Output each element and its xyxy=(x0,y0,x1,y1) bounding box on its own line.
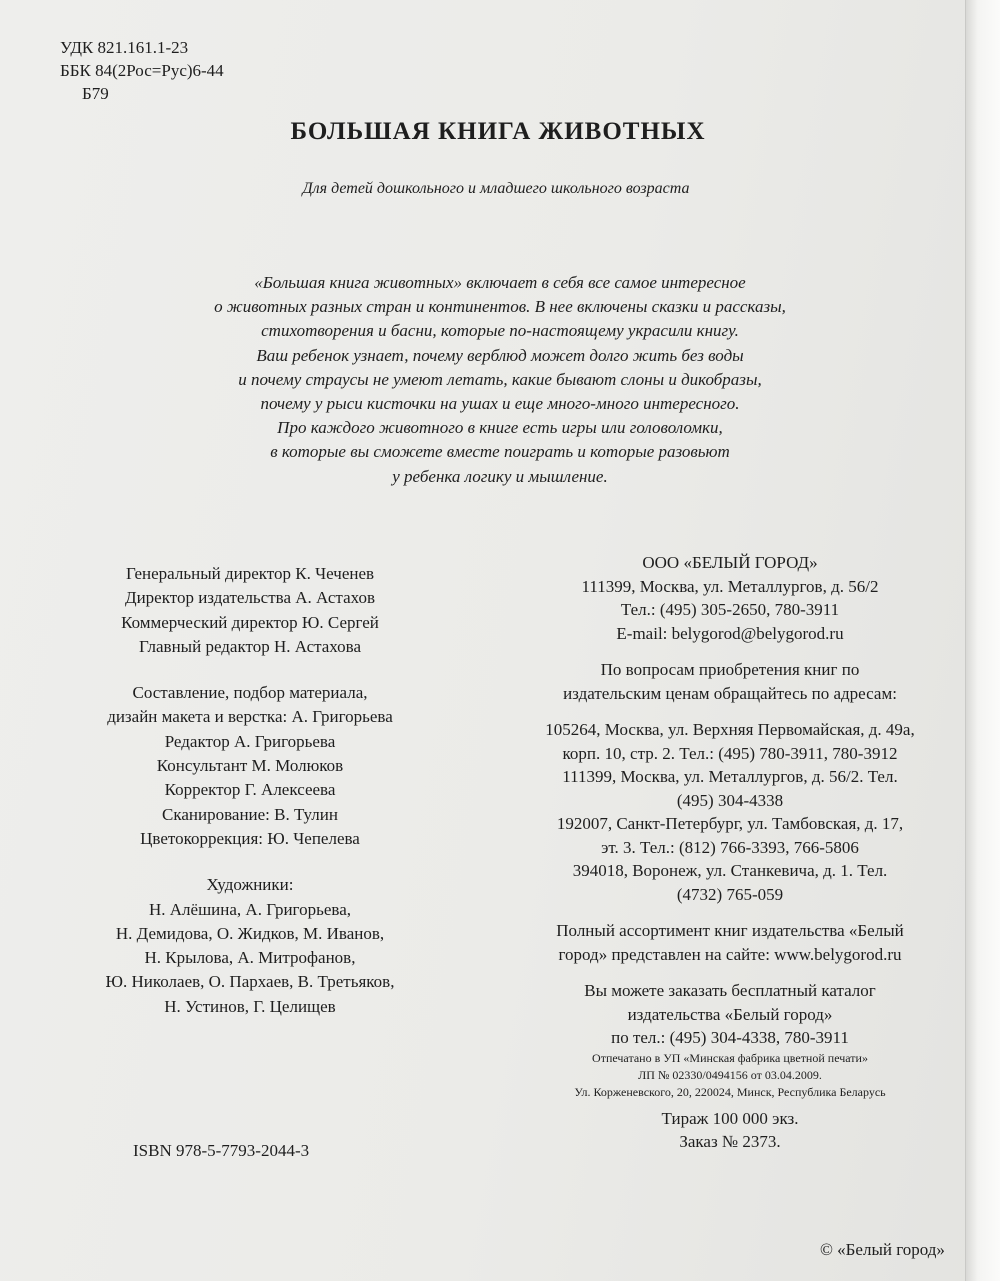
circulation: Тираж 100 000 экз. xyxy=(661,1108,799,1128)
annotation-line: Ваш ребенок узнает, почему верблюд может долго жить без воды xyxy=(256,345,744,365)
artists-line: Ю. Николаев, О. Пархаев, В. Третьяков, xyxy=(105,972,395,992)
print-info xyxy=(480,1050,980,1101)
artists-line: Н. Демидова, О. Жидков, М. Иванов, xyxy=(115,923,385,943)
management-credit: Коммерческий директор Ю. Сергей xyxy=(121,612,379,632)
annotation-line: Про каждого животного в книге есть игры или головоломки, xyxy=(277,418,723,438)
address-line: (4732) 765-059 xyxy=(676,884,784,904)
annotation xyxy=(90,271,910,489)
annotation-line: у ребенка логику и мышление. xyxy=(392,466,608,486)
classification-codes xyxy=(60,36,224,105)
book-subtitle: Для детей дошкольного и младшего школьного возраста xyxy=(302,180,690,197)
udk-code: УДК 821.161.1-23 xyxy=(60,38,189,57)
purchase-intro: По вопросам приобретения книг по xyxy=(600,660,860,679)
management-credit: Директор издательства А. Астахов xyxy=(124,588,375,608)
purchase-intro: издательским ценам обращайтесь по адресам: xyxy=(563,683,897,703)
publisher-email: E-mail: belygorod@belygorod.ru xyxy=(616,623,844,643)
address-line: корп. 10, стр. 2. Тел.: (495) 780-3911, 780-3912 xyxy=(562,743,898,763)
production-credit: дизайн макета и верстка: А. Григорьева xyxy=(107,707,393,727)
address-line: 192007, Санкт-Петербург, ул. Тамбовская, д. 17, xyxy=(556,814,904,833)
production-credit: Корректор Г. Алексеева xyxy=(164,780,336,800)
bbk-code: ББК 84(2Рос=Рус)6-44 xyxy=(60,61,224,80)
artists-line: Н. Алёшина, А. Григорьева, xyxy=(149,899,351,919)
address-line: (495) 304-4338 xyxy=(676,790,784,810)
management-credit: Главный редактор Н. Астахова xyxy=(138,636,362,656)
author-mark: Б79 xyxy=(82,84,109,103)
assortment-line: Полный ассортимент книг издательства «Белый xyxy=(556,921,904,940)
artists-line: Н. Устинов, Г. Целищев xyxy=(164,996,336,1016)
print-info-line: ЛП № 02330/0494156 от 03.04.2009. xyxy=(638,1067,822,1082)
production-credit: Редактор А. Григорьева xyxy=(164,731,336,751)
production-credit: Консультант М. Молюков xyxy=(156,756,344,776)
production-credit: Цветокоррекция: Ю. Чепелева xyxy=(140,828,360,848)
annotation-line: о животных разных стран и континентов. В нее включены сказки и рассказы, xyxy=(214,297,786,317)
assortment-line: город» представлен на сайте: www.belygorod.ru xyxy=(558,944,902,964)
publisher-column xyxy=(480,551,980,1154)
order-number: Заказ № 2373. xyxy=(679,1132,781,1151)
book-title: БОЛЬШАЯ КНИГА ЖИВОТНЫХ xyxy=(290,118,706,145)
copyright: © «Белый город» xyxy=(820,1240,945,1259)
artists-heading: Художники: xyxy=(206,875,294,895)
isbn: ISBN 978-5-7793-2044-3 xyxy=(133,1141,310,1160)
production-credit: Сканирование: В. Тулин xyxy=(162,804,338,824)
annotation-line: «Большая книга животных» включает в себя все самое интересное xyxy=(254,273,746,292)
management-credit: Генеральный директор К. Чеченев xyxy=(125,564,375,583)
publisher-name: ООО «БЕЛЫЙ ГОРОД» xyxy=(642,553,818,572)
print-info-line: Отпечатано в УП «Минская фабрика цветной печати» xyxy=(592,1050,868,1065)
catalog-line: издательства «Белый город» xyxy=(627,1004,833,1024)
catalog-line: по тел.: (495) 304-4338, 780-3911 xyxy=(611,1028,849,1047)
publisher-address: 111399, Москва, ул. Металлургов, д. 56/2 xyxy=(581,576,879,596)
catalog-line: Вы можете заказать бесплатный каталог xyxy=(584,981,876,1000)
annotation-line: стихотворения и басни, которые по-настоящему украсили книгу. xyxy=(261,321,739,341)
artists-line: Н. Крылова, А. Митрофанов, xyxy=(144,948,356,968)
address-line: 111399, Москва, ул. Металлургов, д. 56/2. Тел. xyxy=(562,767,898,786)
production-credit: Составление, подбор материала, xyxy=(132,683,368,703)
publisher-phone: Тел.: (495) 305-2650, 780-3911 xyxy=(620,600,840,619)
page-edge xyxy=(965,0,1000,1281)
print-info-line: Ул. Корженевского, 20, 220024, Минск, Республика Беларусь xyxy=(574,1084,886,1099)
address-line: 394018, Воронеж, ул. Станкевича, д. 1. Тел. xyxy=(572,861,888,880)
credits-column xyxy=(40,562,460,1019)
annotation-line: почему у рыси кисточки на ушах и еще много-много интересного. xyxy=(260,394,740,414)
address-line: 105264, Москва, ул. Верхняя Первомайская, д. 49а, xyxy=(545,720,915,739)
address-line: эт. 3. Тел.: (812) 766-3393, 766-5806 xyxy=(601,837,859,857)
annotation-line: и почему страусы не умеют летать, какие бывают слоны и дикобразы, xyxy=(238,369,762,389)
annotation-line: в которые вы сможете вместе поиграть и которые разовьют xyxy=(270,442,730,462)
